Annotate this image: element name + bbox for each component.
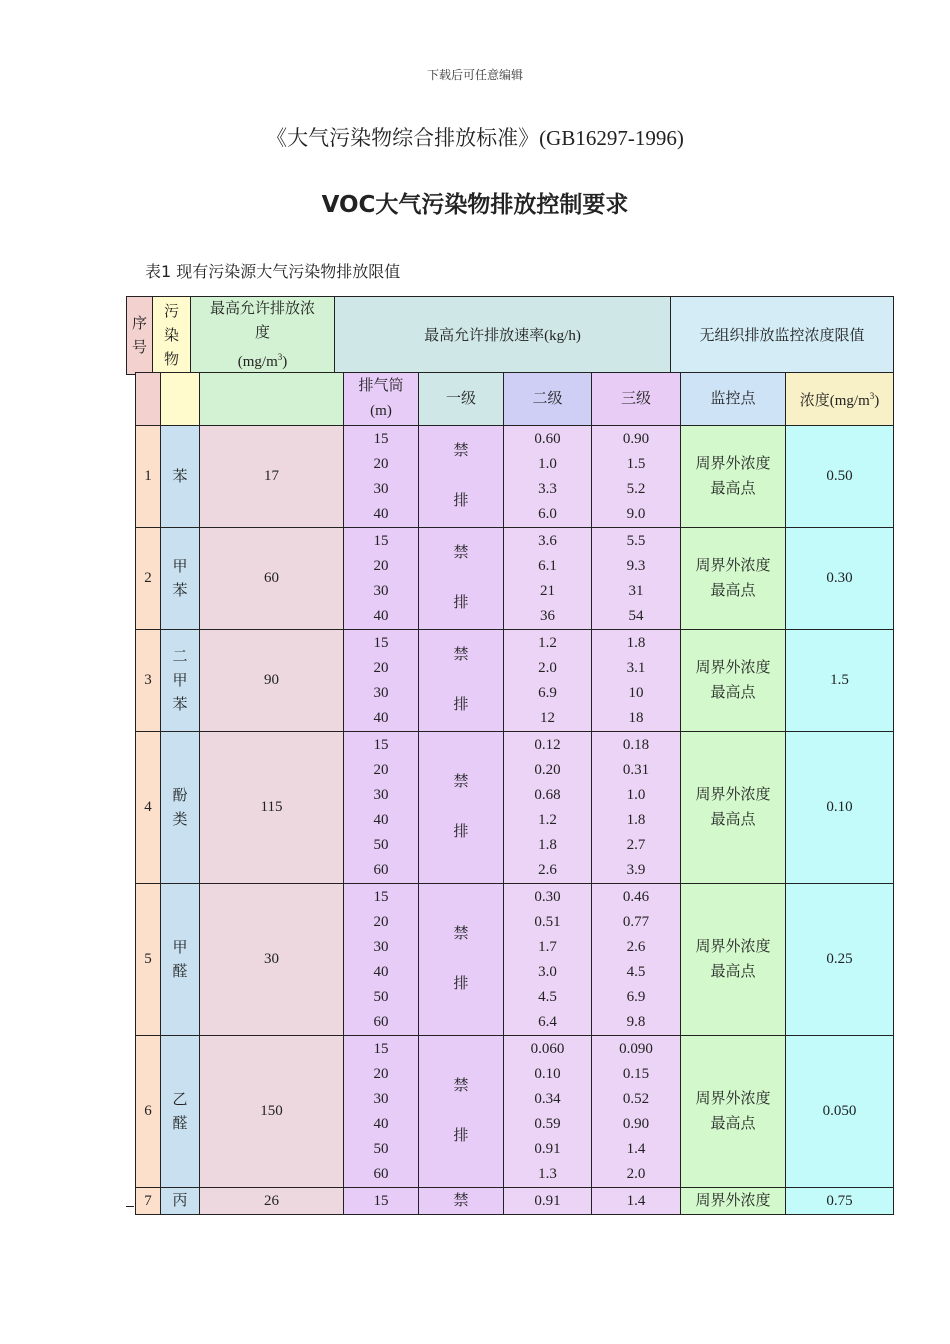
row-pollutant-name: 甲 苯 xyxy=(161,528,200,630)
header-max-rate: 最高允许排放速率(kg/h) xyxy=(335,297,671,375)
row-level2-rates: 0.60 1.0 3.3 6.0 xyxy=(504,426,592,528)
row-level2-rates: 1.2 2.0 6.9 12 xyxy=(504,630,592,732)
table-edge-stub xyxy=(126,1206,134,1207)
document-title: VOC大气污染物排放控制要求 xyxy=(321,192,629,218)
standard-title: 《大气污染物综合排放标准》(GB16297-1996) xyxy=(266,126,684,150)
table-row xyxy=(136,630,894,732)
row-level3-rates: 0.090 0.15 0.52 0.90 1.4 2.0 xyxy=(592,1036,681,1188)
header-monitor-point: 监控点 xyxy=(681,373,786,426)
row-max-concentration: 30 xyxy=(200,884,344,1036)
row-max-concentration: 150 xyxy=(200,1036,344,1188)
table-header-main xyxy=(126,296,894,375)
row-pollutant-name: 乙 醛 xyxy=(161,1036,200,1188)
row-density-limit: 0.30 xyxy=(786,528,894,630)
header-level1: 一级 xyxy=(419,373,504,426)
header-fugitive-limit: 无组织排放监控浓度限值 xyxy=(671,297,894,375)
row-stack-heights: 15 20 30 40 xyxy=(344,426,419,528)
row-level1-ban: 禁 排 xyxy=(419,1036,504,1188)
emission-limits-table xyxy=(135,372,894,1215)
row-density-limit: 1.5 xyxy=(786,630,894,732)
row-density-limit: 0.050 xyxy=(786,1036,894,1188)
row-density-limit: 0.75 xyxy=(786,1188,894,1215)
row-level2-rates: 0.12 0.20 0.68 1.2 1.8 2.6 xyxy=(504,732,592,884)
header-stack-height: 排气筒 (m) xyxy=(344,373,419,426)
header-pollutant: 污 染 物 xyxy=(153,297,191,375)
row-max-concentration: 17 xyxy=(200,426,344,528)
row-seq: 6 xyxy=(136,1036,161,1188)
row-level2-rates: 0.30 0.51 1.7 3.0 4.5 6.4 xyxy=(504,884,592,1036)
table-caption: 表1 现有污染源大气污染物排放限值 xyxy=(145,262,401,281)
row-pollutant-name: 丙 xyxy=(161,1188,200,1215)
row-stack-heights: 15 20 30 40 xyxy=(344,630,419,732)
table-subheader xyxy=(136,373,894,426)
row-level1-ban: 禁 排 xyxy=(419,884,504,1036)
row-monitor-point: 周界外浓度 最高点 xyxy=(681,528,786,630)
row-monitor-point: 周界外浓度 最高点 xyxy=(681,426,786,528)
table-row xyxy=(136,426,894,528)
row-pollutant-name: 甲 醛 xyxy=(161,884,200,1036)
subheader-pollutant-blank xyxy=(161,373,200,426)
row-level1-ban: 禁 排 xyxy=(419,630,504,732)
row-density-limit: 0.25 xyxy=(786,884,894,1036)
row-stack-heights: 15 xyxy=(344,1188,419,1215)
table-row xyxy=(136,1188,894,1215)
row-max-concentration: 26 xyxy=(200,1188,344,1215)
header-seq: 序 号 xyxy=(127,297,153,375)
table-row xyxy=(136,884,894,1036)
row-stack-heights: 15 20 30 40 xyxy=(344,528,419,630)
subheader-conc-blank xyxy=(200,373,344,426)
row-level1-ban: 禁 排 xyxy=(419,426,504,528)
row-seq: 1 xyxy=(136,426,161,528)
row-monitor-point: 周界外浓度 最高点 xyxy=(681,630,786,732)
header-level3: 三级 xyxy=(592,373,681,426)
row-level3-rates: 0.90 1.5 5.2 9.0 xyxy=(592,426,681,528)
row-level2-rates: 3.6 6.1 21 36 xyxy=(504,528,592,630)
row-monitor-point: 周界外浓度 最高点 xyxy=(681,732,786,884)
row-monitor-point: 周界外浓度 最高点 xyxy=(681,1036,786,1188)
row-level1-ban: 禁 排 xyxy=(419,528,504,630)
row-density-limit: 0.10 xyxy=(786,732,894,884)
row-level3-rates: 0.46 0.77 2.6 4.5 6.9 9.8 xyxy=(592,884,681,1036)
row-level3-rates: 5.5 9.3 31 54 xyxy=(592,528,681,630)
row-level3-rates: 1.4 xyxy=(592,1188,681,1215)
row-density-limit: 0.50 xyxy=(786,426,894,528)
row-seq: 5 xyxy=(136,884,161,1036)
row-seq: 7 xyxy=(136,1188,161,1215)
header-max-concentration: 最高允许排放浓 度 $(mg/m^3)$ xyxy=(191,297,335,375)
subheader-seq-blank xyxy=(136,373,161,426)
row-pollutant-name: 苯 xyxy=(161,426,200,528)
download-notice: 下载后可任意编辑 xyxy=(426,68,523,82)
row-level1-ban: 禁 xyxy=(419,1188,504,1215)
table-row xyxy=(136,528,894,630)
row-level1-ban: 禁 排 xyxy=(419,732,504,884)
header-level2: 二级 xyxy=(504,373,592,426)
row-seq: 2 xyxy=(136,528,161,630)
row-pollutant-name: 酚 类 xyxy=(161,732,200,884)
row-level2-rates: 0.060 0.10 0.34 0.59 0.91 1.3 xyxy=(504,1036,592,1188)
header-density: 浓度$(mg/m^3)$ xyxy=(786,373,894,426)
table-row xyxy=(136,1036,894,1188)
row-max-concentration: 115 xyxy=(200,732,344,884)
row-pollutant-name: 二 甲 苯 xyxy=(161,630,200,732)
row-max-concentration: 90 xyxy=(200,630,344,732)
table-row xyxy=(136,732,894,884)
row-stack-heights: 15 20 30 40 50 60 xyxy=(344,884,419,1036)
row-stack-heights: 15 20 30 40 50 60 xyxy=(344,732,419,884)
row-level2-rates: 0.91 xyxy=(504,1188,592,1215)
row-level3-rates: 1.8 3.1 10 18 xyxy=(592,630,681,732)
row-max-concentration: 60 xyxy=(200,528,344,630)
row-monitor-point: 周界外浓度 xyxy=(681,1188,786,1215)
row-level3-rates: 0.18 0.31 1.0 1.8 2.7 3.9 xyxy=(592,732,681,884)
row-monitor-point: 周界外浓度 最高点 xyxy=(681,884,786,1036)
row-stack-heights: 15 20 30 40 50 60 xyxy=(344,1036,419,1188)
row-seq: 3 xyxy=(136,630,161,732)
row-seq: 4 xyxy=(136,732,161,884)
